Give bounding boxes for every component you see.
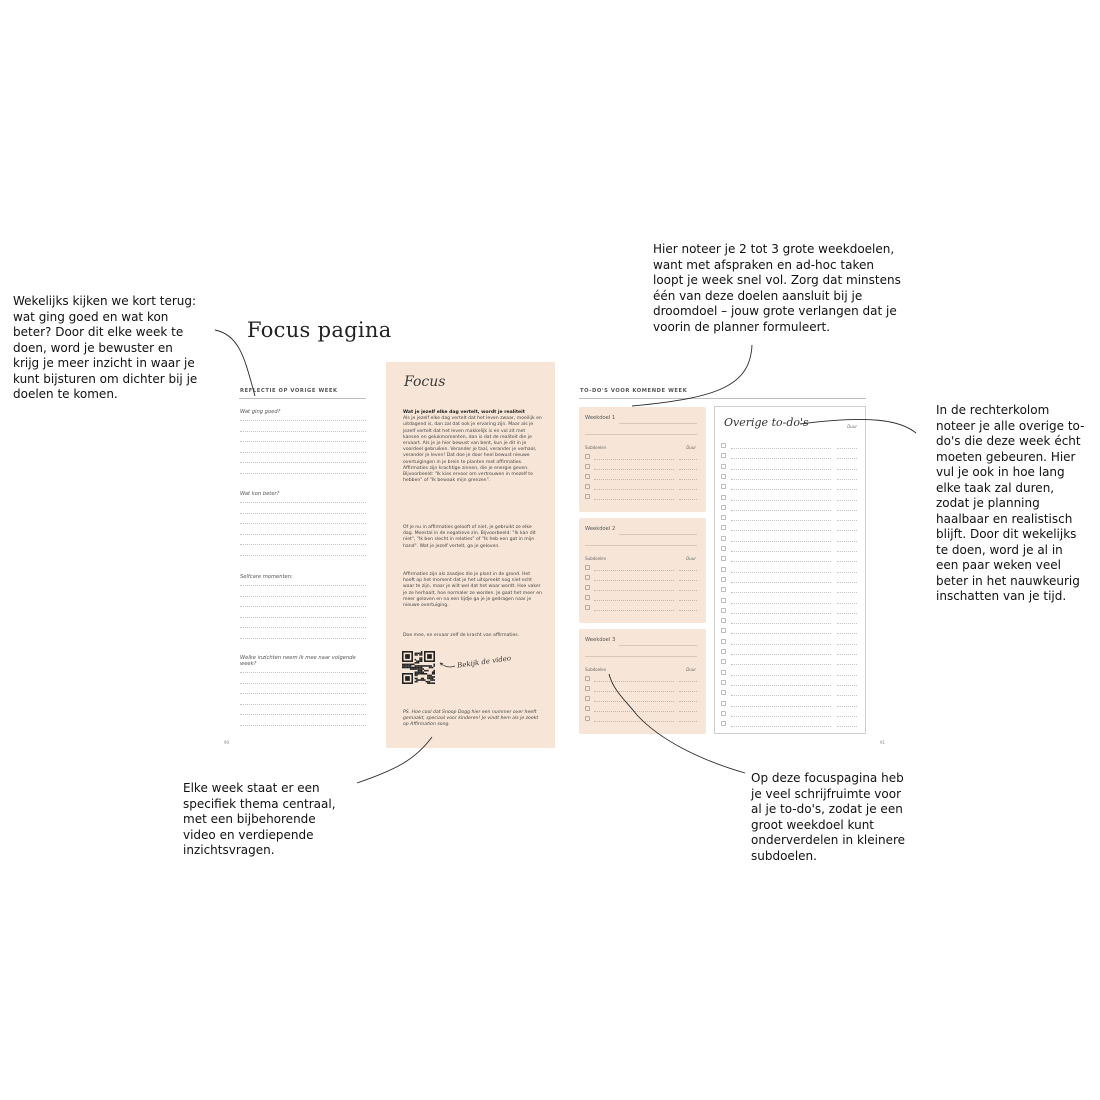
annotation-other-todos: In de rechterkolom noteer je alle overige to- do's die deze week écht moeten gebeuren. Hier vul je ook in hoe lang elke taak zal duren, zodat je planning haalbaar en realistisch blijft. Door dit wekelijks te doen, word je al in een paar weken veel beter in het nauwkeurig inschatten van je tijd. [936,403,1085,603]
annotation-theme: Elke week staat er een specifiek thema centraal, met een bijbehorende video en verdiepende inzichtsvragen. [183,781,336,857]
weekgoal-label: Weekdoel 1 [585,415,616,421]
page-title: Focus pagina [247,318,392,342]
connector-theme [357,737,432,783]
connector-reflection [215,330,255,396]
focus-heading: Wat je jezelf elke dag vertelt, wordt je realiteit [403,410,525,415]
reflection-question: Welke inzichten neem ik mee naar volgende week? [240,655,356,667]
focus-ps: PS. Hoe cool dat Snoop Dogg hier een nummer over heeft gemaakt, speciaal voor kinderen! Je vindt hem als je zoekt op Affirmation song. [403,710,539,728]
subgoals-label: Subdoelen [585,667,607,672]
connector-weekgoals [632,345,752,406]
video-link[interactable]: Bekijk de video [456,654,512,670]
reflection-heading: REFLECTIE OP VORIGE WEEK [240,388,338,394]
page-number-right: 91 [880,740,886,745]
weekgoal-label: Weekdoel 2 [585,526,616,532]
focus-paragraph-4: Doe mee, en ervaar zelf de kracht van affirmaties. [403,633,520,638]
duration-label: Duur [686,445,696,450]
focus-paragraph-3: Affirmaties zijn als zaadjes die je plant in de grond. Het hoeft op het moment dat je het uitspreekt nog niet echt waar te zijn, maar je wilt wel dat het waar wordt. Hoe vaker je ze herhaalt, hoe normaler ze worden. Je gaat het meer en meer geloven en na een tijdje ga je je gedragen naar je nieuwe overtuiging. [403,572,542,609]
subgoals-label: Subdoelen [585,445,607,450]
focus-title: Focus [404,374,446,390]
other-todos-duration-label: Duur [847,424,857,429]
annotation-focus-page: Op deze focuspagina heb je veel schrijfruimte voor al je to-do's, zodat je een groot weekdoel kunt onderverdelen in kleinere subdoelen. [751,771,906,863]
weekgoal-label: Weekdoel 3 [585,637,616,643]
other-todos-title: Overige to-do's [724,416,809,429]
duration-label: Duur [686,667,696,672]
annotation-reflection: Wekelijks kijken we kort terug: wat ging goed en wat kon beter? Door dit elke week te doen, word je bewuster en krijg je meer inzicht in waar je kunt bijsturen om dichter bij je doelen te komen. [13,294,198,401]
focus-paragraph-1: Als je jezelf elke dag vertelt dat het leven zwaar, moeilijk en uitdagend is, dan zal dat ook je ervaring zijn. Maar als je jezelf vertelt dat het leven makkelijk is en vol zit met kansen en gelukmomenten, dan is dat de realiteit die je ervaart. Als je je hier bewust van bent, kun je dit in je voordeel gebruiken. Verander je taal, verander je verhaal, verander je leven! Dat doe je door heel bewust nieuwe overtuigingen in je brein te planten met affirmaties. Affirmaties zijn krachtige zinnen, die je energie geven. Bijvoorbeeld: "Ik kies ervoor om vertrouwen in mezelf te hebben" of "Ik bewaak mijn grenzen". [403,416,542,484]
page-number-left: 90 [224,740,230,745]
annotation-weekgoals: Hier noteer je 2 tot 3 grote weekdoelen, want met afspraken en ad-hoc taken loopt je week snel vol. Zorg dat minstens één van deze doelen aansluit bij je droomdoel – jouw grote verlangen dat je voorin de planner formuleert. [653,242,901,334]
reflection-question: Selfcare momenten: [240,574,293,580]
duration-label: Duur [686,556,696,561]
reflection-question: Wat ging goed? [240,409,281,415]
todo-heading: TO-DO'S VOOR KOMENDE WEEK [580,388,688,394]
focus-paragraph-2: Of je nu in affirmaties gelooft of niet, je gebruikt ze elke dag. Meestal in de negatieve zin. Bijvoorbeeld: "Ik kan dit niet", "Ik ben slecht in relaties" of "Ik heb een gat in mijn hand". Wat je jezelf vertelt, ga je geloven. [403,525,536,549]
connector-other-todos [800,419,916,433]
reflection-question: Wat kon beter? [240,491,280,497]
subgoals-label: Subdoelen [585,556,607,561]
connector-focus-page [609,674,745,773]
